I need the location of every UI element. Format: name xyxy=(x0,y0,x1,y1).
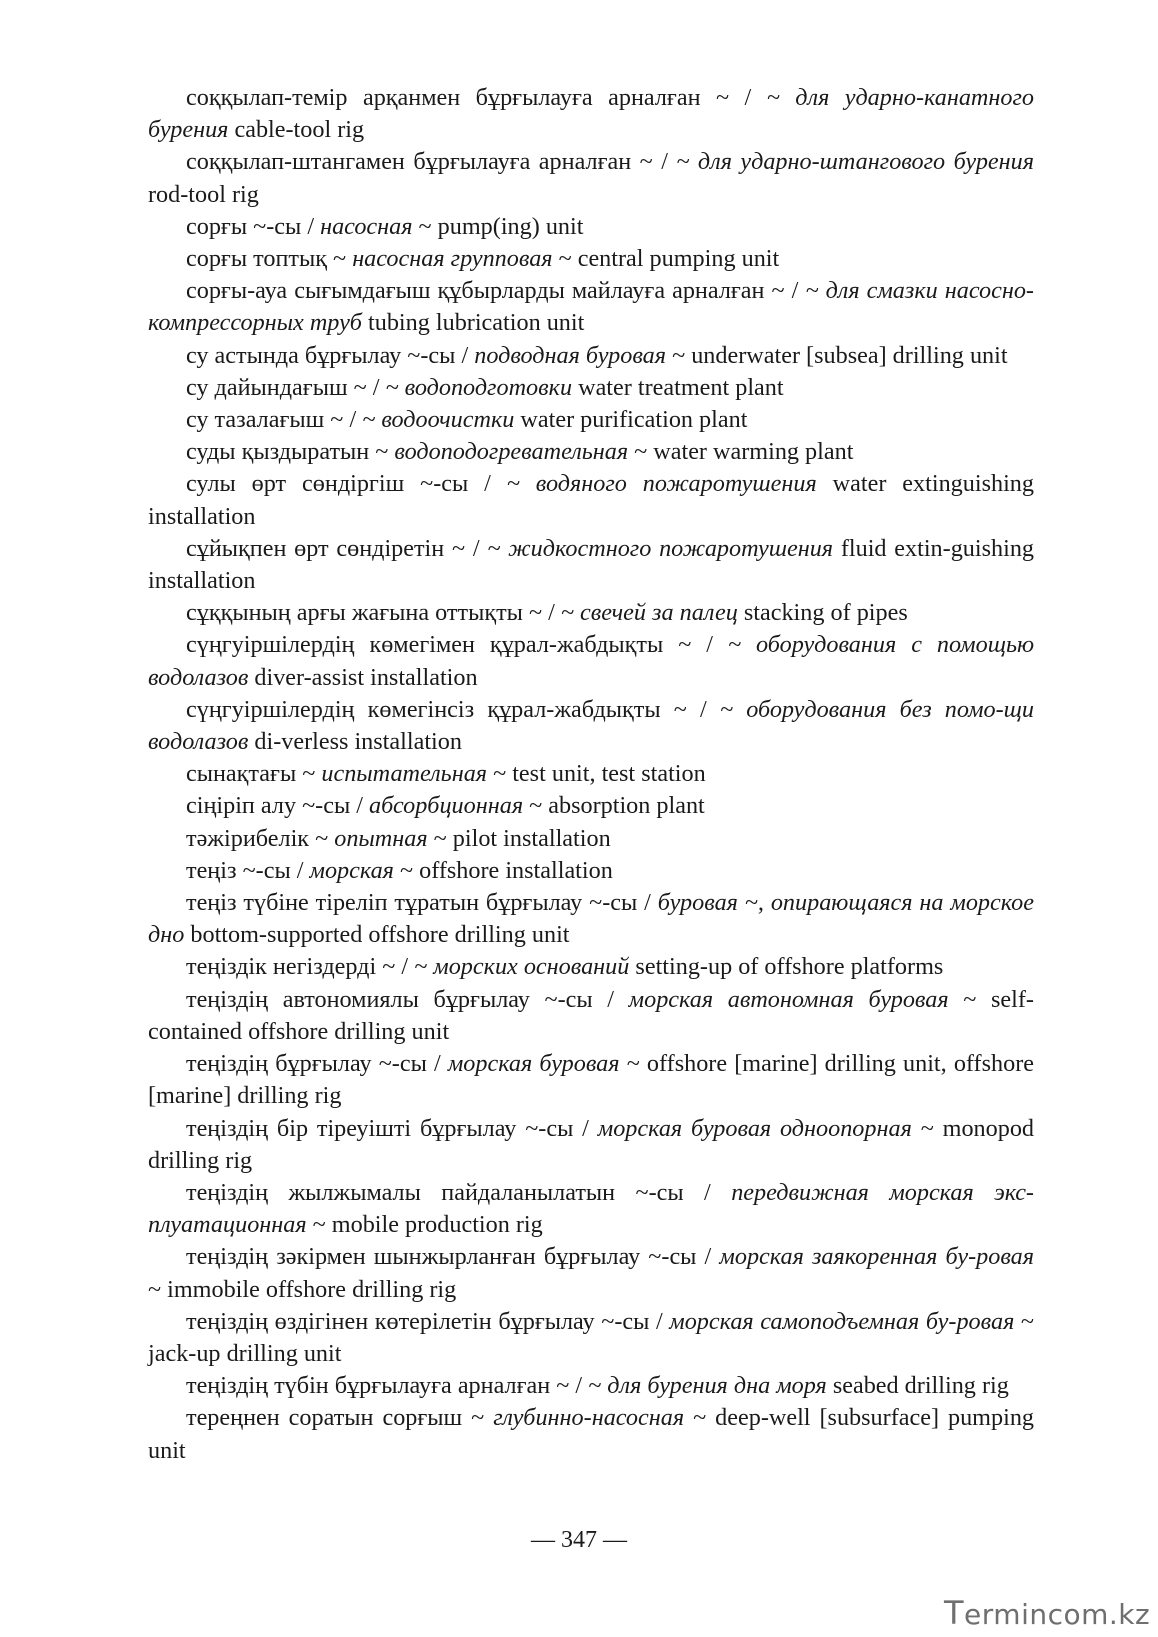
logo-initial: T xyxy=(944,1594,965,1632)
kazakh-term: сорғы ~-сы / xyxy=(186,212,321,240)
dictionary-entry xyxy=(148,436,1034,468)
kazakh-term: су дайындағыш ~ / xyxy=(186,373,386,401)
kazakh-term: сіңіріп алу ~-сы / xyxy=(186,792,370,820)
russian-term: морская буровая одноопорная xyxy=(597,1114,912,1142)
dictionary-entry xyxy=(148,597,1034,629)
russian-term: буровая ~, опирающаяся на морское дно xyxy=(148,889,1034,949)
logo-text: ermincom.kz xyxy=(964,1598,1151,1631)
kazakh-term: сұққының арғы жағына оттықты ~ / xyxy=(186,599,561,627)
english-term: water extinguishing installation xyxy=(148,470,1034,530)
kazakh-term: тереңнен соратын сорғыш ~ xyxy=(186,1404,494,1432)
page-number: — 347 — xyxy=(531,1527,627,1553)
russian-term: ~ для смазки насосно-компрессорных труб xyxy=(148,277,1034,337)
english-term: water purification plant xyxy=(520,406,748,434)
kazakh-term: теңіз түбіне тіреліп тұратын бұрғылау ~-сы / xyxy=(186,889,658,917)
english-term: fluid extin-guishing installation xyxy=(148,534,1035,595)
dictionary-entry xyxy=(148,629,1034,693)
russian-term: передвижная морская экс-плуатационная xyxy=(148,1178,1034,1239)
russian-term: абсорбционная xyxy=(369,792,524,820)
dictionary-entry xyxy=(148,404,1034,436)
russian-term: морская самоподъемная бу-ровая xyxy=(669,1307,1015,1335)
dictionary-entry xyxy=(148,211,1034,243)
dictionary-entries xyxy=(148,82,1034,1467)
russian-term: насосная групповая xyxy=(352,245,553,273)
kazakh-term: теңіздің зәкірмен шынжырланған бұрғылау ~-сы / xyxy=(186,1243,720,1271)
english-term: rod-tool rig xyxy=(148,180,259,208)
english-term: cable-tool rig xyxy=(234,116,365,144)
dictionary-entry xyxy=(148,951,1034,983)
english-term: ~ offshore installation xyxy=(399,856,613,884)
dictionary-entry xyxy=(148,984,1034,1048)
dictionary-entry xyxy=(148,758,1034,790)
kazakh-term: сүңгуіршілердің көмегінсіз құрал-жабдықты ~ / xyxy=(186,695,720,723)
russian-term: водоподогревательная xyxy=(394,438,629,466)
russian-term: испытательная xyxy=(321,760,488,788)
kazakh-term: суды қыздыратын ~ xyxy=(186,438,395,466)
kazakh-term: теңіздің автономиялы бұрғылау ~-сы / xyxy=(186,985,629,1013)
english-term: ~ self-contained offshore drilling unit xyxy=(148,985,1034,1045)
russian-term: насосная xyxy=(320,212,413,240)
english-term: ~ test unit, test station xyxy=(493,760,706,788)
russian-term: ~ оборудования с помощью водолазов xyxy=(148,631,1035,691)
kazakh-term: теңіздің бір тіреуішті бұрғылау ~-сы / xyxy=(186,1114,598,1142)
english-term: ~ water warming plant xyxy=(634,438,854,466)
dictionary-entry xyxy=(148,1241,1034,1305)
english-term: diver-assist installation xyxy=(254,663,478,691)
kazakh-term: сорғы-ауа сығымдағыш құбырларды майлауға арналған ~ / xyxy=(186,277,806,305)
kazakh-term: соққылап-штангамен бұрғылауға арналған ~ / xyxy=(186,148,677,176)
russian-term: морская заякоренная бу-ровая xyxy=(719,1243,1035,1271)
termincom-logo[interactable] xyxy=(944,1594,1150,1632)
english-term: ~ pilot installation xyxy=(433,824,611,852)
russian-term: опытная xyxy=(334,824,428,852)
dictionary-entry xyxy=(148,1402,1034,1466)
dictionary-entry xyxy=(148,790,1034,822)
russian-term: глубинно-насосная xyxy=(493,1404,685,1432)
russian-term: морская буровая xyxy=(447,1050,620,1078)
dictionary-entry xyxy=(148,1177,1034,1241)
russian-term: ~ для ударно-штангового бурения xyxy=(676,148,1034,176)
dictionary-entry xyxy=(148,694,1034,758)
russian-term: морская автономная буровая xyxy=(628,985,949,1013)
dictionary-entry xyxy=(148,146,1034,210)
russian-term: морская xyxy=(309,856,394,884)
dictionary-entry xyxy=(148,1113,1034,1177)
kazakh-term: сынақтағы ~ xyxy=(186,760,322,788)
kazakh-term: теңіздік негіздерді ~ / xyxy=(186,953,415,981)
english-term: setting-up of offshore platforms xyxy=(635,953,944,981)
russian-term: ~ водоочистки xyxy=(362,406,515,434)
russian-term: ~ водоподготовки xyxy=(385,373,573,401)
dictionary-entry xyxy=(148,887,1034,951)
kazakh-term: теңіздің бұрғылау ~-сы / xyxy=(186,1050,448,1078)
kazakh-term: сулы өрт сөндіргіш ~-сы / xyxy=(186,470,507,498)
kazakh-term: тәжірибелік ~ xyxy=(186,824,335,852)
english-term: ~ immobile offshore drilling rig xyxy=(148,1275,457,1303)
kazakh-term: теңіз ~-сы / xyxy=(186,856,310,884)
dictionary-entry xyxy=(148,855,1034,887)
kazakh-term: теңіздің түбін бұрғылауға арналған ~ / xyxy=(186,1372,589,1400)
english-term: ~ mobile production rig xyxy=(312,1211,543,1239)
english-term: di-verless installation xyxy=(254,728,462,756)
english-term: water treatment plant xyxy=(578,373,784,401)
kazakh-term: сорғы топтық ~ xyxy=(186,245,353,273)
dictionary-entry xyxy=(148,1048,1034,1112)
english-term: stacking of pipes xyxy=(743,599,908,627)
english-term: ~ absorption plant xyxy=(529,792,705,820)
kazakh-term: сүңгуіршілердің көмегімен құрал-жабдықты ~ / xyxy=(186,631,728,659)
english-term: tubing lubrication unit xyxy=(368,309,585,337)
dictionary-entry xyxy=(148,275,1034,339)
dictionary-entry xyxy=(148,468,1034,532)
russian-term: ~ для бурения дна моря xyxy=(588,1372,827,1400)
dictionary-entry xyxy=(148,1370,1034,1402)
russian-term: ~ жидкостного пожаротушения xyxy=(487,534,834,562)
dictionary-entry xyxy=(148,533,1034,597)
english-term: ~ offshore [marine] drilling unit, offshore [marine] drilling rig xyxy=(148,1050,1034,1110)
english-term: seabed drilling rig xyxy=(832,1372,1009,1400)
russian-term: подводная буровая xyxy=(474,341,667,369)
dictionary-entry xyxy=(148,372,1034,404)
kazakh-term: теңіздің жылжымалы пайдаланылатын ~-сы / xyxy=(186,1178,732,1206)
dictionary-entry xyxy=(148,243,1034,275)
kazakh-term: соққылап-темір арқанмен бұрғылауға арналған ~ / xyxy=(186,84,767,111)
english-term: ~ central pumping unit xyxy=(558,245,780,273)
dictionary-entry xyxy=(148,340,1034,372)
kazakh-term: су астында бұрғылау ~-сы / xyxy=(186,341,475,369)
russian-term: ~ оборудования без помо-щи водолазов xyxy=(148,695,1035,756)
kazakh-term: су тазалағыш ~ / xyxy=(186,406,363,434)
russian-term: ~ для ударно-канатного бурения xyxy=(148,84,1034,144)
kazakh-term: сұйықпен өрт сөндіретін ~ / xyxy=(186,534,488,562)
russian-term: ~ свечей за палец xyxy=(560,599,738,627)
russian-term: ~ морских оснований xyxy=(414,953,630,981)
dictionary-entry xyxy=(148,823,1034,855)
dictionary-entry xyxy=(148,82,1034,146)
english-term: ~ pump(ing) unit xyxy=(418,212,584,240)
english-term: ~ underwater [subsea] drilling unit xyxy=(672,341,1008,369)
russian-term: ~ водяного пожаротушения xyxy=(506,470,817,498)
english-term: ~ jack-up drilling unit xyxy=(148,1307,1035,1367)
english-term: bottom-supported offshore drilling unit xyxy=(190,921,570,949)
english-term: ~ monopod drilling rig xyxy=(148,1114,1035,1174)
english-term: ~ deep-well [subsurface] pumping unit xyxy=(148,1404,1035,1464)
dictionary-entry xyxy=(148,1306,1034,1370)
kazakh-term: теңіздің өздігінен көтерілетін бұрғылау ~-сы / xyxy=(186,1307,670,1335)
